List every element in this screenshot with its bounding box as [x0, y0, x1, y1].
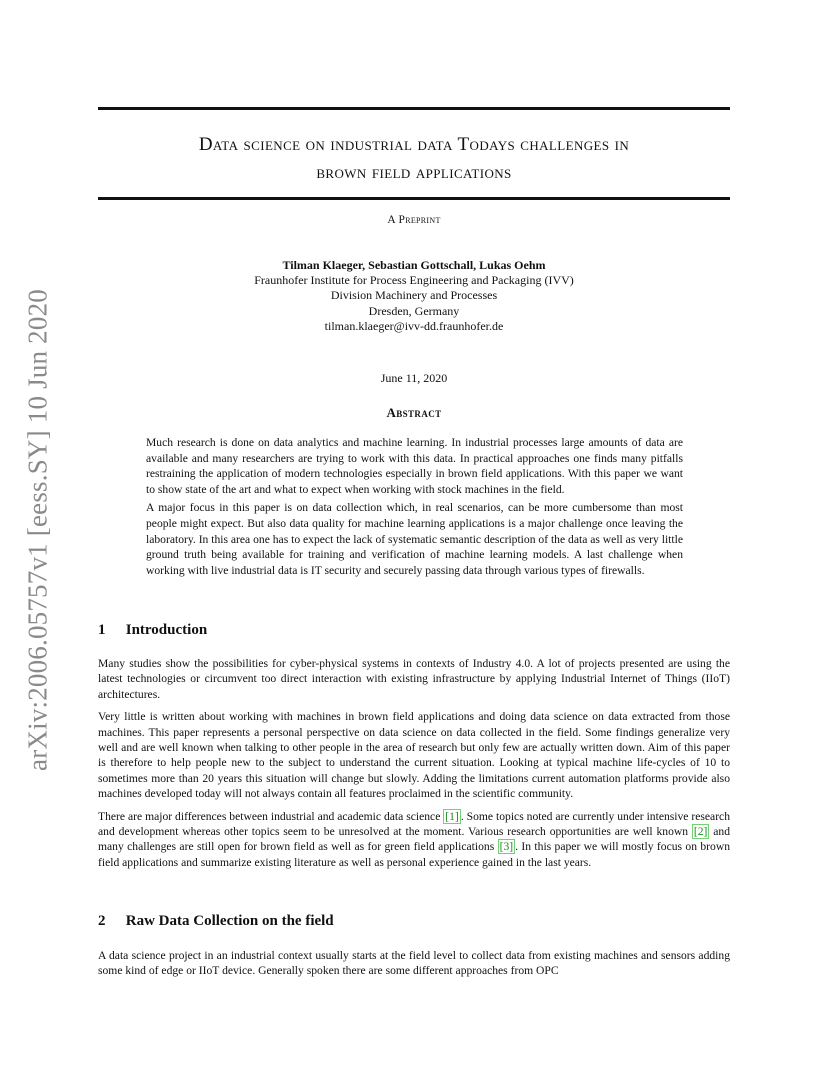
- author-location: Dresden, Germany: [368, 303, 460, 318]
- preprint-label: A Preprint: [387, 214, 441, 226]
- author-affiliation: Fraunhofer Institute for Process Engineering and Packaging (IVV): [254, 273, 574, 288]
- paper-title: [98, 131, 730, 187]
- author-division: Division Machinery and Processes: [330, 288, 498, 303]
- section-1-number: 1: [98, 622, 106, 638]
- abstract-paragraph-2: A major focus in this paper is on data collection which, in real scenarios, can be more cumbersome than most people might expect. But also data quality for machine learning applications is a major challenge once leaving the laboratory. In this area one has to expect the lack of systematic semantic description of the data as well as very little ground truth being available for training and verification of machine learning models. A last challenge when working with live industrial data is IT security and securely passing data through various types of firewalls.: [146, 501, 683, 577]
- intro-paragraph-2: Very little is written about working with machines in brown field applications and doing data science on data extracted from those machines. This paper represents a personal perspective on data science on data collected in the field. Some findings generalize very well and are well known when talking to other people in the area of research but only few are actually written down. Aim of this paper is therefore to help people new to the subject to understand the current situation. Looking at typical machine life-cycles of 10 to sometimes more than 20 years this situation will change but slowly. Adding the limitations current automation platforms provide also machines developed today will not always contain all features proclaimed in the scientific community.: [98, 710, 730, 801]
- section-2-title: Raw Data Collection on the field: [125, 913, 334, 929]
- author-names: Tilman Klaeger, Sebastian Gottschall, Lukas Oehm: [282, 258, 546, 272]
- paper-title-line-1: Data science on industrial data Todays challenges in: [198, 134, 630, 155]
- author-email[interactable]: tilman.klaeger@ivv-dd.fraunhofer.de: [324, 318, 504, 333]
- citation-link-3[interactable]: [3]: [499, 840, 514, 854]
- paper-title-line-2: brown field applications: [316, 162, 512, 183]
- section-2-paragraph-1: A data science project in an industrial context usually starts at the field level to collect data from existing machines and sensors adding some kind of edge or IIoT device. Generally spoken there are some different approaches from OPC: [98, 949, 730, 978]
- section-2-heading: [98, 913, 334, 930]
- arxiv-identifier: arXiv:2006.05757v1 [eess.SY] 10 Jun 2020: [22, 289, 53, 771]
- intro-p3-text-a: There are major differences between industrial and academic data science: [98, 809, 444, 823]
- intro-paragraph-3: [98, 809, 730, 871]
- citation-link-1[interactable]: [1]: [445, 809, 459, 823]
- section-2-body: [98, 948, 730, 986]
- abstract-heading: Abstract: [386, 405, 442, 420]
- paper-date: June 11, 2020: [380, 371, 448, 385]
- section-2-number: 2: [98, 913, 106, 929]
- abstract-paragraph-1: Much research is done on data analytics and machine learning. In industrial processes large amounts of data are available and many researchers are trying to work with this data. In practical approaches one finds many pitfalls restraining the application of modern technologies especially in brown field applications. With this paper we want to show state of the art and what to expect when working with stock machines in the field.: [146, 436, 683, 496]
- abstract-body: [146, 435, 683, 581]
- citation-link-2[interactable]: [2]: [693, 825, 708, 839]
- intro-p3-text-c: and many challenges are still open for brown field as well as for green field applications: [98, 825, 730, 854]
- section-1-body: [98, 656, 730, 877]
- intro-p3-text-b: . Some topics noted are currently under intensive research and development whereas other topics seem to be unresolved at the moment. Various research opportunities are well known: [98, 809, 730, 839]
- title-bottom-rule: [98, 197, 730, 200]
- author-block: [98, 258, 730, 334]
- section-1-title: Introduction: [125, 622, 208, 638]
- title-top-rule: [98, 107, 730, 110]
- intro-paragraph-1: Many studies show the possibilities for cyber-physical systems in contexts of Industry 4.0. A lot of projects presented are using the latest technologies or circumvent too direct interaction with existing infrastructure by applying Industrial Internet of Things (IIoT) architectures.: [98, 657, 730, 701]
- section-1-heading: [98, 622, 207, 639]
- intro-p3-text-d: . In this paper we will mostly focus on brown field applications and summarize existing literature as well as personal experience gained in the last years.: [98, 840, 730, 869]
